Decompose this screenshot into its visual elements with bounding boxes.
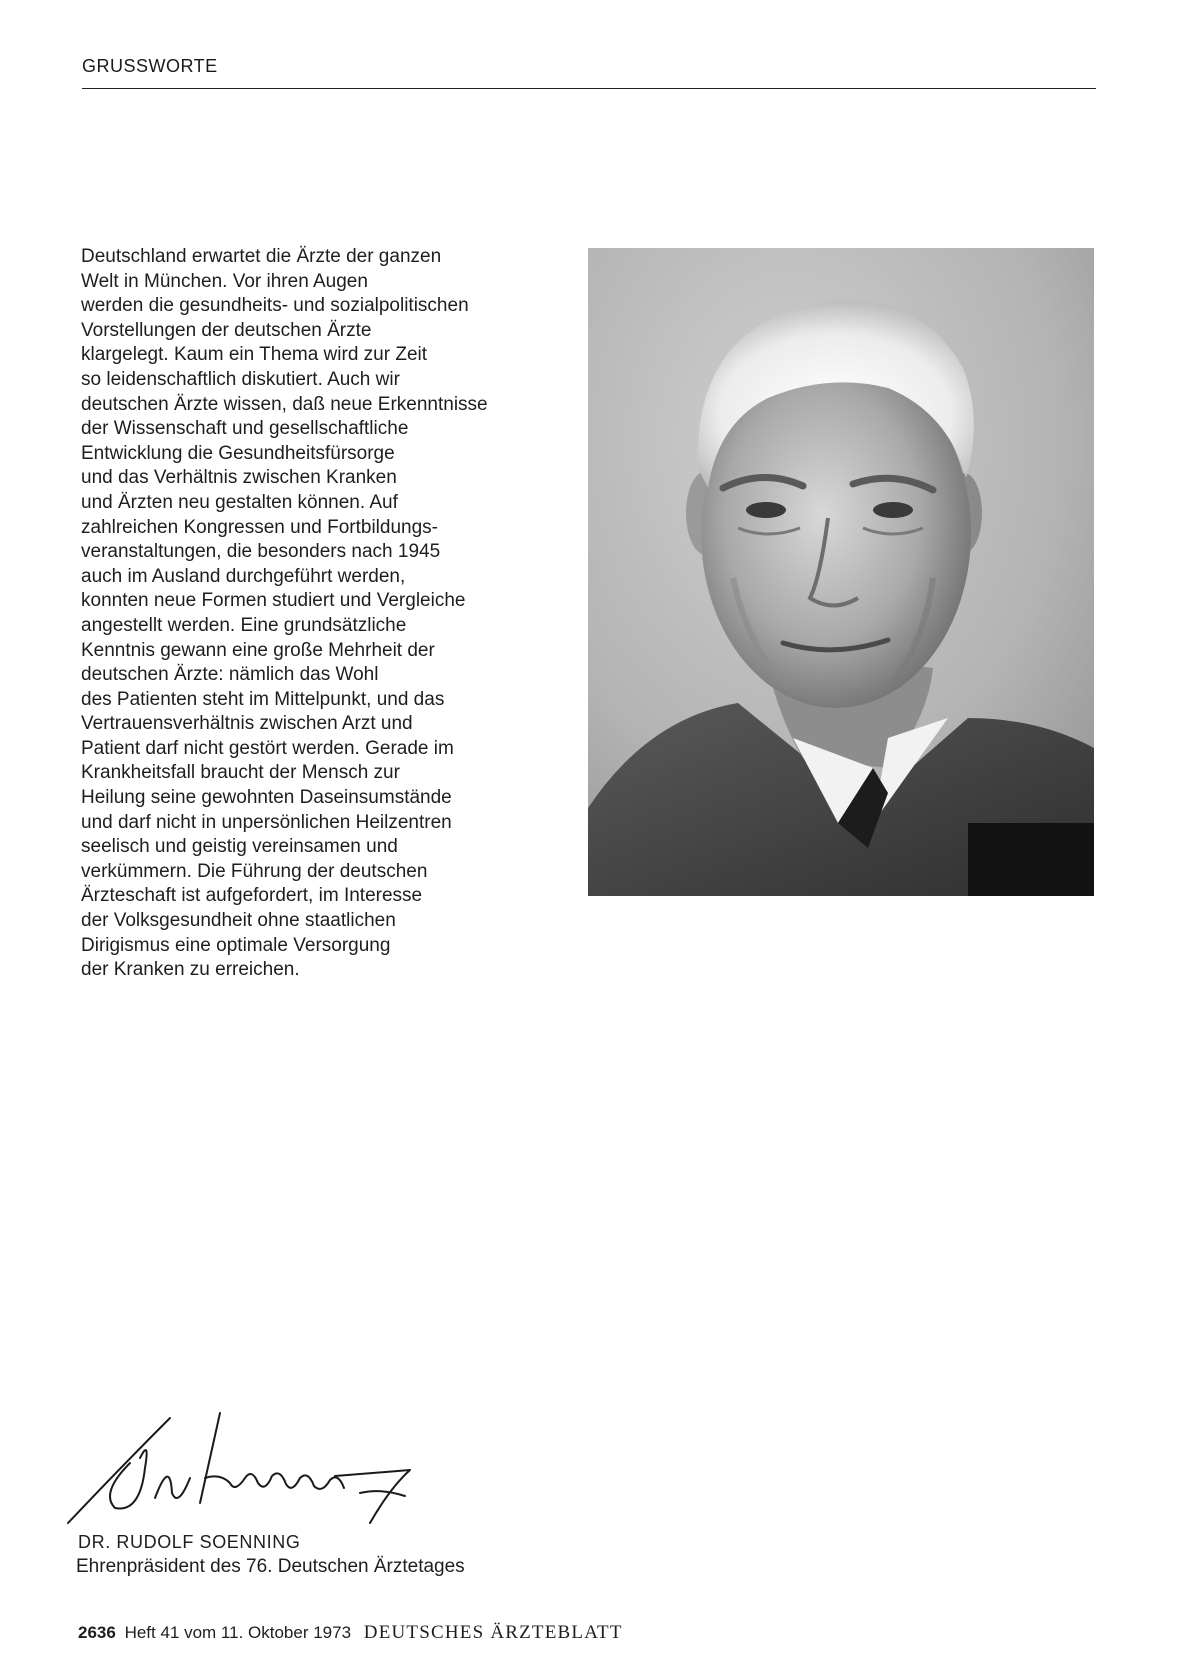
text-line: Vertrauensverhältnis zwischen Arzt und — [81, 713, 413, 735]
text-line: werden die gesundheits- und sozialpolitischen — [81, 295, 469, 317]
text-line: deutschen Ärzte wissen, daß neue Erkenntnisse — [81, 393, 488, 415]
text-line: Patient darf nicht gestört werden. Gerade im — [81, 737, 454, 759]
text-line: Kenntnis gewann eine große Mehrheit der — [81, 639, 435, 661]
text-line: und Ärzten neu gestalten können. Auf — [81, 491, 398, 513]
text-line: Deutschland erwartet die Ärzte der ganzen — [81, 246, 442, 267]
issue-info: Heft 41 vom 11. Oktober 1973 — [124, 1623, 352, 1642]
text-line: der Wissenschaft und gesellschaftliche — [81, 418, 409, 440]
text-line: zahlreichen Kongressen und Fortbildungs- — [81, 516, 438, 538]
page-number: 2636 — [78, 1623, 116, 1642]
text-line: Heilung seine gewohnten Daseinsumstände — [81, 787, 452, 809]
text-line: der Kranken zu erreichen. — [81, 959, 300, 981]
text-line: des Patienten steht im Mittelpunkt, und das — [81, 688, 445, 710]
text-line: Vorstellungen der deutschen Ärzte — [81, 319, 372, 341]
signatory-name: DR. RUDOLF SOENNING — [78, 1532, 301, 1552]
signatory-role: Ehrenpräsident des 76. Deutschen Ärztetages — [76, 1556, 465, 1577]
text-line: und das Verhältnis zwischen Kranken — [81, 467, 397, 489]
text-line: Ärzteschaft ist aufgefordert, im Interesse — [81, 885, 423, 907]
page-footer — [78, 1622, 623, 1644]
text-line: verkümmern. Die Führung der deutschen — [81, 860, 428, 882]
text-line: und darf nicht in unpersönlichen Heilzentren — [81, 811, 452, 833]
text-line: so leidenschaftlich diskutiert. Auch wir — [81, 368, 400, 390]
text-line: Dirigismus eine optimale Versorgung — [81, 934, 391, 956]
section-title: GRUSSWORTE — [82, 56, 218, 76]
text-line: Entwicklung die Gesundheitsfürsorge — [81, 442, 395, 464]
text-line: seelisch und geistig vereinsamen und — [81, 836, 398, 858]
greeting-text — [81, 245, 581, 983]
text-line: deutschen Ärzte: nämlich das Wohl — [81, 664, 379, 686]
text-line: klargelegt. Kaum ein Thema wird zur Zeit — [81, 344, 428, 366]
text-line: konnten neue Formen studiert und Vergleiche — [81, 590, 466, 612]
portrait-photo — [588, 248, 1094, 896]
text-line: veranstaltungen, die besonders nach 1945 — [81, 541, 441, 563]
journal-name: DEUTSCHES ÄRZTEBLATT — [363, 1622, 623, 1643]
text-line: auch im Ausland durchgeführt werden, — [81, 565, 406, 587]
text-line: Welt in München. Vor ihren Augen — [81, 270, 368, 292]
handwritten-signature — [60, 1398, 430, 1528]
text-line: Krankheitsfall braucht der Mensch zur — [81, 762, 400, 784]
header-rule — [82, 88, 1096, 89]
text-line: der Volksgesundheit ohne staatlichen — [81, 910, 396, 932]
text-line: angestellt werden. Eine grundsätzliche — [81, 614, 407, 636]
